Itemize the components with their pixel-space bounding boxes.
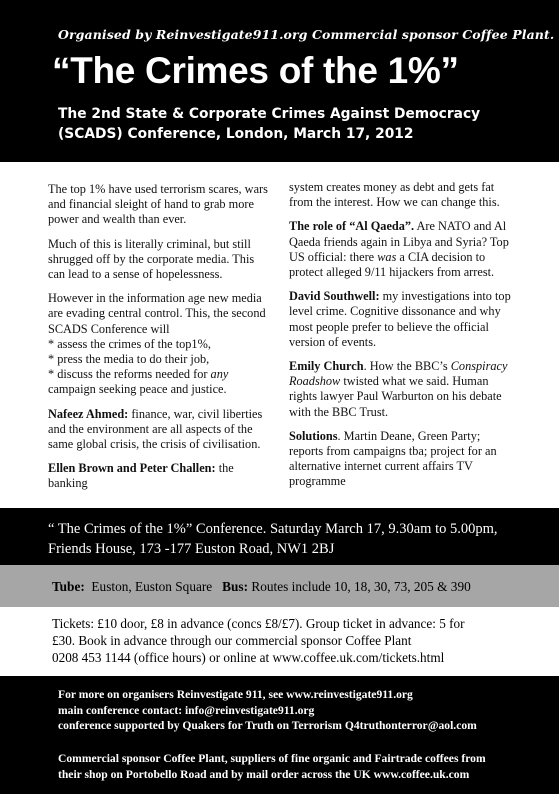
transport-band [0,565,559,607]
event-venue-line: Friends House, 173 -177 Euston Road, NW1 2BJ [48,541,335,557]
topic-text: . Martin Deane, Green Party; reports from campaigns tba; project for an alternative internet current affairs TV programme [289,428,497,489]
transport-info [52,579,471,595]
speaker-name: Nafeez Ahmed: [48,406,129,421]
aims-item-3: * discuss the reforms needed for [48,367,211,382]
event-date-line: “ The Crimes of the 1%” Conference. Saturday March 17, 9.30am to 5.00pm, [48,521,498,537]
topic-name: The role of “Al Qaeda”. [289,219,415,234]
speaker-david-southwell [289,289,514,350]
organiser-line: Organised by Reinvestigate911.org Commercial sponsor Coffee Plant. [58,27,555,42]
programme-column-right [289,182,514,499]
speaker-emily-church [289,359,514,420]
topic-solutions [289,429,514,490]
event-details-band [0,513,559,563]
subtitle-line-2: (SCADS) Conference, London, March 17, 2012 [58,126,414,142]
banking-continued: system creates money as debt and gets fat from the interest. How we can change this. [289,180,500,210]
intro-paragraph: The top 1% have used terrorism scares, wars and financial sleight of hand to grab more power and wealth than ever. [48,182,268,227]
organiser-website: For more on organisers Reinvestigate 911, see www.reinvestigate911.org [58,688,413,701]
programme-column-left [48,182,274,501]
bus-routes: Routes include 10, 18, 30, 73, 205 & 390 [248,579,471,594]
topic-text-end: a CIA decision to protect alleged 9/11 hijackers from arrest. [289,249,495,280]
organiser-contacts [58,687,548,734]
aims-paragraph [48,291,274,397]
media-paragraph: Much of this is literally criminal, but still shrugged off by the corporate media. This can lead to a sense of hopelessness. [48,236,255,282]
speaker-topic: finance, war, civil liberties and the environment are all aspects of the same global crisis, the crisis of civilisation. [48,406,263,452]
tickets-line-2: £30. Book in advance through our commercial sponsor Coffee Plant [52,632,412,648]
aims-item-2: * press the media to do their job, [48,352,210,367]
speaker-ellen-brown [48,461,274,491]
speaker-topic-end: twisted what we said. Human rights lawyer Paul Warburton on his debate with the BBC Trust. [289,374,502,419]
topic-text: Are NATO and Al Qaeda friends again in Libya and Syria? Top US official: there [289,219,509,264]
supporter-contact: conference supported by Quakers for Truth on Terrorism Q4truthonterror@aol.com [58,719,477,733]
aims-item-1: * assess the crimes of the top1%, [48,336,211,351]
sponsor-info [58,751,548,782]
subtitle [58,104,518,144]
event-details [48,519,548,559]
tickets-info [52,616,522,666]
speaker-topic: the banking [48,461,234,491]
speaker-name: David Southwell: [289,289,380,304]
tickets-line-3: 0208 453 1144 (office hours) or online at www.coffee.uk.com/tickets.html [52,649,445,665]
header-band [0,0,559,160]
speaker-name: Emily Church [289,359,364,374]
tube-stations: Euston, Euston Square [84,579,223,594]
tickets-panel [0,607,559,676]
page-title: “The Crimes of the 1%” [52,50,459,91]
aims-item-3-emphasis: any [210,367,229,382]
sponsor-line-1: Commercial sponsor Coffee Plant, suppliers of fine organic and Fairtrade coffees from [58,752,486,765]
speaker-name: Ellen Brown and Peter Challen: [48,461,216,476]
bus-label: Bus: [222,579,249,594]
topic-al-qaeda [289,219,514,280]
speaker-topic: my investigations into top level crime. Cognitive dissonance and why most people prefer to believe the official version of events. [289,289,511,349]
subtitle-line-1: The 2nd State & Corporate Crimes Against Democracy [58,106,481,122]
programme-panel [0,162,559,508]
aims-intro: However in the information age new media are evading central control. This, the second SCADS Conference will [48,291,266,336]
sponsor-line-2: their shop on Portobello Road and by mail order across the UK www.coffee.uk.com [58,767,470,781]
conference-contact: main conference contact: info@reinvestigate911.org [58,703,315,717]
speaker-topic: . How the BBC’s [363,359,451,374]
tube-label: Tube: [52,579,85,594]
tickets-line-1: Tickets: £10 door, £8 in advance (concs £8/£7). Group ticket in advance: 5 for [52,616,465,631]
programme-title: Conspiracy Roadshow [289,359,508,389]
topic-emphasis: was [377,249,397,264]
topic-name: Solutions [289,428,338,443]
aims-item-3-end: campaign seeking peace and justice. [48,382,227,397]
speaker-nafeez-ahmed [48,407,274,453]
footer-band [0,678,559,794]
